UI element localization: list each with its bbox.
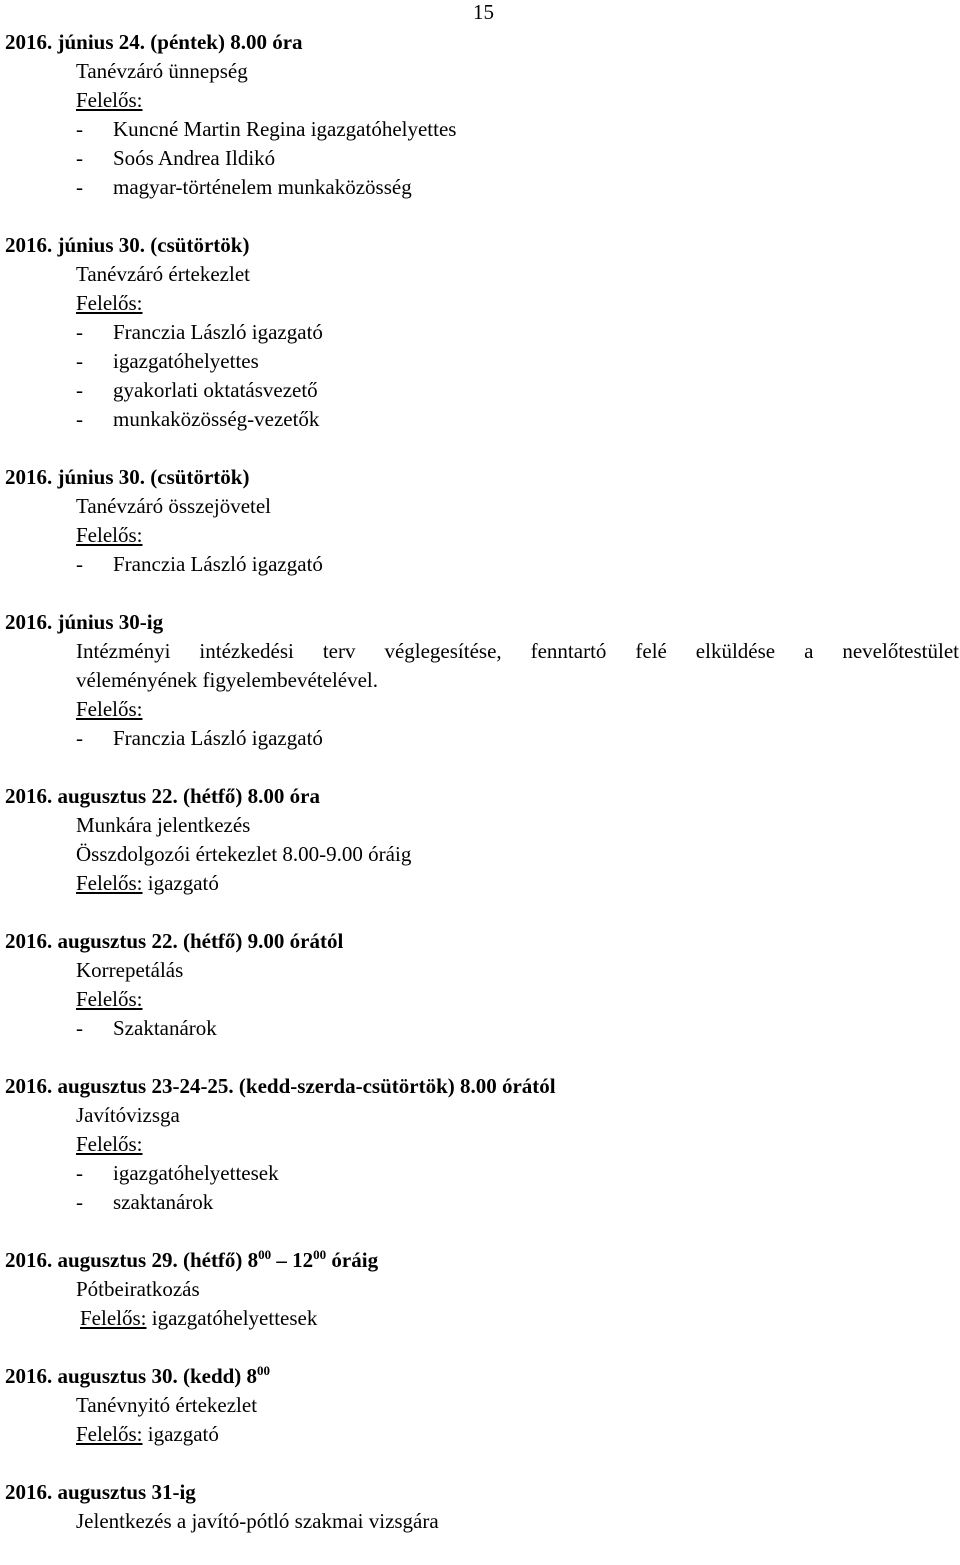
entry-date: 2016. június 30. (csütörtök) [5, 465, 250, 489]
entry-event: Munkára jelentkezés [76, 813, 251, 837]
entry-date: 2016. június 24. (péntek) 8.00 óra [5, 30, 303, 54]
responsible-inline: igazgató [147, 871, 219, 895]
entry-date: 2016. augusztus 30. (kedd) $8^{00}$ [5, 1363, 271, 1388]
entry-event: Tanévzáró értekezlet [76, 262, 250, 286]
responsible-person: - Szaktanárok [76, 1016, 217, 1040]
responsible-label: Felelős: [76, 871, 143, 895]
responsible-label: Felelős: [76, 523, 143, 547]
entry-event: Javítóvizsga [76, 1103, 180, 1127]
responsible-label: Felelős: [76, 1422, 143, 1446]
entry-date: 2016. augusztus 22. (hétfő) 8.00 óra [5, 784, 320, 808]
entry-date: 2016. augusztus 22. (hétfő) 9.00 órától [5, 929, 344, 953]
responsible-inline: igazgató [147, 1422, 219, 1446]
entry-event: Összdolgozói értekezlet 8.00-9.00 óráig [76, 842, 412, 866]
responsible-label: Felelős: [76, 987, 143, 1011]
schedule-entry [5, 1072, 960, 1217]
entry-event: Jelentkezés a javító-pótló szakmai vizsgára [76, 1509, 439, 1533]
entry-event: Tanévzáró ünnepség [76, 59, 248, 83]
responsible-label: Felelős: [80, 1306, 147, 1330]
responsible-label: Felelős: [76, 1132, 143, 1156]
schedule-entry [5, 1362, 960, 1449]
schedule-entry [5, 608, 960, 753]
schedule-entry [5, 463, 960, 579]
responsible-label: Felelős: [76, 88, 143, 112]
responsible-person: - Franczia László igazgató [76, 320, 323, 344]
responsible-person: - gyakorlati oktatásvezető [76, 378, 318, 402]
responsible-person: - Kuncné Martin Regina igazgatóhelyettes [76, 117, 457, 141]
responsible-person: - magyar-történelem munkaközösség [76, 175, 412, 199]
document-body [5, 28, 960, 1565]
entry-date: 2016. augusztus 29. (hétfő) $8^{00} - 12^{00}$ óráig [5, 1247, 379, 1272]
entry-date: 2016. június 30. (csütörtök) [5, 233, 250, 257]
responsible-label: Felelős: [76, 697, 143, 721]
responsible-person: - Franczia László igazgató [76, 552, 323, 576]
entry-description-line: véleményének figyelembevételével. [76, 668, 379, 692]
entry-date: 2016. augusztus 23-24-25. (kedd-szerda-csütörtök) 8.00 órától [5, 1074, 556, 1098]
schedule-entry [5, 927, 960, 1043]
entry-event: Tanévnyitó értekezlet [76, 1393, 258, 1417]
schedule-entry [5, 231, 960, 434]
responsible-label: Felelős: [76, 291, 143, 315]
responsible-person: - munkaközösség-vezetők [76, 407, 320, 431]
entry-event: Pótbeiratkozás [76, 1277, 200, 1301]
schedule-entry [5, 1478, 960, 1536]
schedule-entry [5, 28, 960, 202]
responsible-person: - Soós Andrea Ildikó [76, 146, 276, 170]
page-number: 15 [473, 0, 494, 24]
entry-date: 2016. június 30-ig [5, 610, 164, 634]
schedule-entry [5, 1246, 960, 1333]
responsible-person: - igazgatóhelyettesek [76, 1161, 279, 1185]
responsible-person: - szaktanárok [76, 1190, 214, 1214]
responsible-inline: igazgatóhelyettesek [151, 1306, 318, 1330]
schedule-entry [5, 782, 960, 898]
entry-date: 2016. augusztus 31-ig [5, 1480, 196, 1504]
responsible-person: - igazgatóhelyettes [76, 349, 259, 373]
responsible-person: - Franczia László igazgató [76, 726, 323, 750]
entry-description-line: Intézményi intézkedési terv véglegesítése, fenntartó felé elküldése a nevelőtestület [76, 639, 959, 663]
entry-event: Tanévzáró összejövetel [76, 494, 272, 518]
entry-event: Korrepetálás [76, 958, 184, 982]
